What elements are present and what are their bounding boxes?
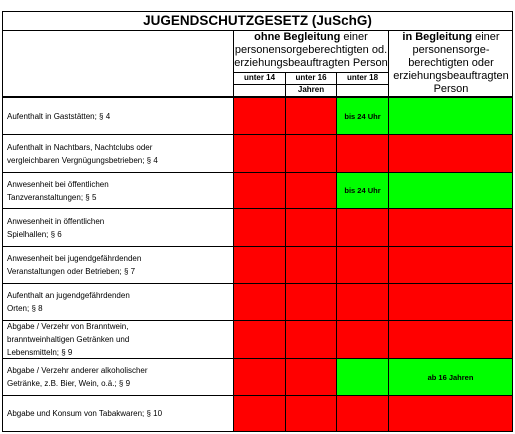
row-label-text bbox=[7, 364, 148, 390]
row-label-line: Anwesenheit in öffentlichen bbox=[7, 216, 105, 226]
border-col-16-18 bbox=[336, 72, 337, 432]
status-cell bbox=[389, 135, 512, 172]
row-label bbox=[3, 247, 233, 283]
status-cell bbox=[389, 173, 512, 208]
status-cell bbox=[337, 396, 388, 431]
border-header-bottom bbox=[2, 96, 513, 98]
row-label bbox=[3, 173, 233, 208]
border-header-unit bbox=[234, 84, 389, 85]
row-label-line: Veranstaltungen oder Betrieben; § 7 bbox=[7, 267, 136, 276]
header-with-escort bbox=[389, 31, 513, 97]
row-label-line: Lebensmitteln; § 9 bbox=[7, 348, 73, 357]
header-without-line-2: personensorgeberechtigten od. bbox=[234, 44, 388, 56]
status-cell bbox=[234, 359, 285, 395]
row-label-text bbox=[7, 141, 158, 167]
header-without-escort bbox=[234, 31, 388, 71]
table-title: JUGENDSCHUTZGESETZ (JuSchG) bbox=[143, 13, 372, 28]
border-left bbox=[2, 11, 3, 432]
status-note: bis 24 Uhr bbox=[344, 186, 381, 195]
header-without-bold: ohne Begleitung bbox=[254, 31, 341, 43]
status-cell bbox=[286, 321, 336, 358]
border-col-18-with bbox=[388, 30, 389, 432]
row-label-text bbox=[7, 252, 141, 278]
header-with-line-5: Person bbox=[433, 83, 469, 95]
row-label bbox=[3, 284, 233, 320]
row-label bbox=[3, 209, 233, 246]
row-separator bbox=[2, 283, 513, 284]
status-cell bbox=[389, 359, 512, 395]
row-label-line: vergleichbaren Vergnügungsbetrieben; § 4 bbox=[7, 155, 158, 165]
row-label bbox=[3, 135, 233, 172]
border-title-bottom bbox=[2, 30, 513, 31]
status-cell bbox=[234, 98, 285, 134]
row-label-line: Aufenthalt an jugendgefährdenden bbox=[7, 291, 130, 300]
status-note: ab 16 Jahren bbox=[427, 372, 474, 382]
header-with-line-4: erziehungsbeauftragten bbox=[393, 70, 509, 82]
row-label-text bbox=[7, 178, 109, 204]
row-label-line: Getränke, z.B. Bier, Wein, o.ä.; § 9 bbox=[7, 379, 131, 388]
row-label-line: Anwesenheit bei öffentlichen bbox=[7, 179, 109, 189]
row-label-text bbox=[7, 215, 104, 241]
header-with-line-1: einer bbox=[472, 31, 500, 43]
status-cell bbox=[389, 321, 512, 358]
row-label-line: Orten; § 8 bbox=[7, 304, 43, 313]
status-cell bbox=[286, 98, 336, 134]
age-unit-label: Jahren bbox=[297, 85, 325, 94]
row-label bbox=[3, 359, 233, 395]
border-right bbox=[512, 11, 513, 432]
row-label-line: Abgabe und Konsum von Tabakwaren; § 10 bbox=[7, 409, 163, 418]
status-cell bbox=[389, 284, 512, 320]
header-with-bold: in Begleitung bbox=[402, 31, 473, 43]
status-cell bbox=[337, 98, 388, 134]
age-col-under-18: unter 18 bbox=[346, 73, 379, 82]
status-cell bbox=[234, 284, 285, 320]
row-label-line: Aufenthalt in Gaststätten; § 4 bbox=[7, 111, 111, 121]
status-cell bbox=[337, 321, 388, 358]
status-cell bbox=[337, 173, 388, 208]
header-without-line-3: erziehungsbeauftragten Person bbox=[234, 57, 388, 69]
border-label-col bbox=[233, 30, 234, 432]
row-separator bbox=[2, 208, 513, 209]
header-without-line-1: einer bbox=[340, 31, 368, 43]
header-with-line-3: berechtigten oder bbox=[408, 57, 494, 69]
border-col-14-16 bbox=[285, 72, 286, 432]
status-cell bbox=[286, 173, 336, 208]
status-cell bbox=[337, 284, 388, 320]
status-cell bbox=[286, 396, 336, 431]
row-separator bbox=[2, 134, 513, 135]
status-cell bbox=[286, 209, 336, 246]
age-col-under-14: unter 14 bbox=[243, 73, 276, 82]
row-label-line: Spielhallen; § 6 bbox=[7, 229, 62, 239]
row-separator bbox=[2, 395, 513, 396]
row-separator bbox=[2, 358, 513, 359]
row-label-line: Abgabe / Verzehr von Branntwein, bbox=[7, 322, 129, 331]
row-label-line: Abgabe / Verzehr anderer alkoholischer bbox=[7, 366, 148, 375]
status-cell bbox=[337, 359, 388, 395]
row-label-text bbox=[7, 407, 162, 420]
row-label-line: Tanzveranstaltungen; § 5 bbox=[7, 192, 97, 202]
row-separator bbox=[2, 246, 513, 247]
row-label-text bbox=[7, 320, 129, 359]
status-cell bbox=[286, 284, 336, 320]
status-cell bbox=[389, 396, 512, 431]
row-label bbox=[3, 321, 233, 358]
row-label bbox=[3, 98, 233, 134]
row-label bbox=[3, 396, 233, 431]
status-cell bbox=[234, 135, 285, 172]
status-cell bbox=[286, 135, 336, 172]
border-header-agecols bbox=[234, 72, 389, 73]
row-separator bbox=[2, 172, 513, 173]
status-cell bbox=[389, 209, 512, 246]
header-with-line-2: personensorge- bbox=[412, 44, 490, 56]
status-cell bbox=[337, 135, 388, 172]
status-note: bis 24 Uhr bbox=[344, 111, 381, 121]
status-cell bbox=[337, 209, 388, 246]
status-cell bbox=[337, 247, 388, 283]
status-cell bbox=[389, 247, 512, 283]
row-label-line: Aufenthalt in Nachtbars, Nachtclubs oder bbox=[7, 142, 153, 152]
row-label-text bbox=[7, 289, 130, 315]
row-label-text bbox=[7, 110, 110, 123]
border-top bbox=[2, 11, 513, 12]
status-cell bbox=[234, 209, 285, 246]
row-separator bbox=[2, 320, 513, 321]
status-cell bbox=[286, 247, 336, 283]
row-label-line: branntweinhaltigen Getränken und bbox=[7, 335, 130, 344]
status-cell bbox=[234, 321, 285, 358]
status-cell bbox=[286, 359, 336, 395]
status-cell bbox=[389, 98, 512, 134]
row-label-line: Anwesenheit bei jugendgefährdenden bbox=[7, 254, 142, 263]
status-cell bbox=[234, 173, 285, 208]
status-cell bbox=[234, 247, 285, 283]
status-cell bbox=[234, 396, 285, 431]
age-col-under-16: unter 16 bbox=[295, 73, 327, 82]
border-bottom bbox=[2, 431, 513, 432]
